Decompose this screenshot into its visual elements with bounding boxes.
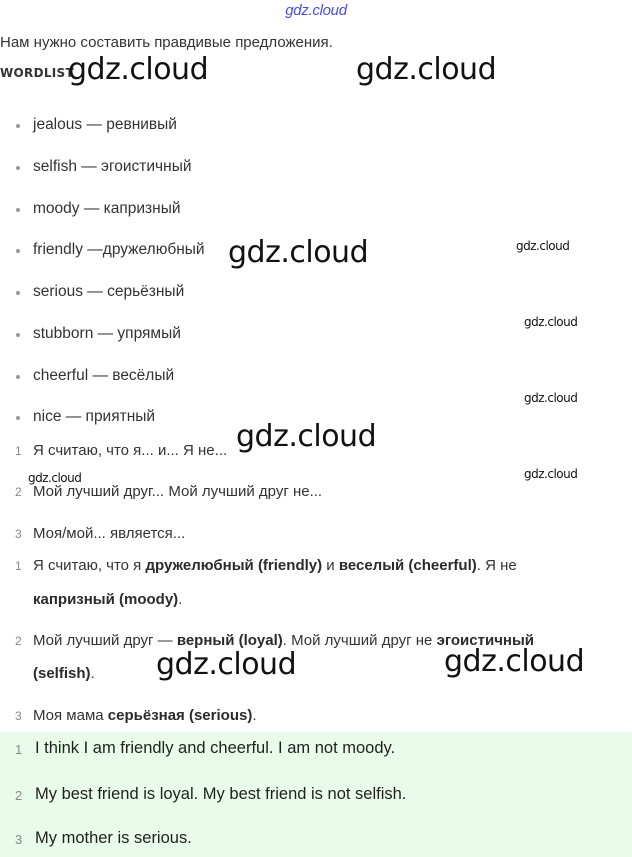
bullet-icon [16, 124, 20, 128]
bullet-icon [16, 249, 20, 253]
bullet-icon [16, 375, 20, 379]
watermark: gdz.cloud [524, 467, 578, 481]
watermark: gdz.cloud [516, 239, 570, 253]
bullet-icon [16, 291, 20, 295]
bullet-icon [16, 333, 20, 337]
watermark: gdz.cloud [524, 391, 578, 405]
watermark: gdz.cloud [444, 644, 585, 679]
watermark: gdz.cloud [228, 235, 369, 270]
bullet-icon [16, 166, 20, 170]
wordlist-heading: WORDLIST [0, 66, 74, 80]
watermark: gdz.cloud [524, 315, 578, 329]
intro-text: Нам нужно составить правдивые предложения. [0, 34, 333, 51]
watermark: gdz.cloud [28, 471, 82, 485]
watermark: gdz.cloud [236, 419, 377, 454]
bullet-icon [16, 416, 20, 420]
watermark: gdz.cloud [156, 647, 297, 682]
watermark: gdz.cloud [356, 52, 497, 87]
watermark: gdz.cloud [68, 52, 209, 87]
watermark-top: gdz.cloud [285, 2, 347, 19]
bullet-icon [16, 208, 20, 212]
